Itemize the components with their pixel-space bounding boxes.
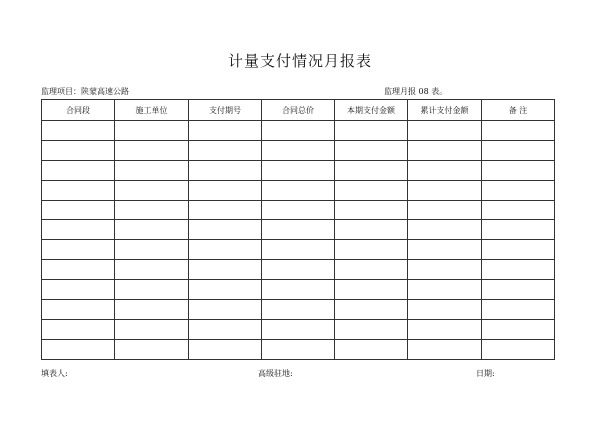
table-cell	[189, 220, 262, 240]
table-cell	[335, 121, 408, 141]
table-row	[42, 339, 555, 359]
table-cell	[115, 200, 189, 220]
table-cell	[482, 339, 555, 359]
table-cell	[42, 339, 115, 359]
column-header-contractor: 施工单位	[115, 100, 189, 121]
table-cell	[115, 160, 189, 180]
table-row	[42, 240, 555, 260]
table-cell	[408, 319, 482, 339]
table-cell	[408, 140, 482, 160]
table-cell	[262, 220, 335, 240]
table-cell	[115, 220, 189, 240]
table-cell	[335, 220, 408, 240]
report-number: 监理月报 08 表。	[384, 87, 448, 96]
table-cell	[482, 160, 555, 180]
page-title: 计量支付情况月报表	[227, 52, 372, 70]
table-cell	[408, 121, 482, 141]
table-cell	[482, 260, 555, 280]
table-cell	[262, 300, 335, 320]
table-cell	[115, 240, 189, 260]
table-cell	[189, 240, 262, 260]
table-cell	[262, 280, 335, 300]
table-cell	[335, 300, 408, 320]
table-row	[42, 300, 555, 320]
table-cell	[115, 180, 189, 200]
table-cell	[42, 260, 115, 280]
table-row	[42, 180, 555, 200]
table-cell	[42, 140, 115, 160]
table-cell	[482, 319, 555, 339]
table-cell	[262, 319, 335, 339]
payment-table	[41, 99, 555, 360]
table-cell	[42, 220, 115, 240]
table-cell	[335, 240, 408, 260]
table-row	[42, 260, 555, 280]
table-cell	[262, 121, 335, 141]
table-cell	[189, 319, 262, 339]
table-cell	[189, 121, 262, 141]
column-header-contract-section: 合同段	[42, 100, 115, 121]
table-cell	[42, 180, 115, 200]
table-row	[42, 319, 555, 339]
table-cell	[482, 220, 555, 240]
table-cell	[408, 300, 482, 320]
table-cell	[482, 280, 555, 300]
column-header-current-payment: 本期支付金额	[335, 100, 408, 121]
table-cell	[482, 300, 555, 320]
table-cell	[262, 339, 335, 359]
table-cell	[115, 319, 189, 339]
table-cell	[335, 280, 408, 300]
table-cell	[42, 200, 115, 220]
table-row	[42, 140, 555, 160]
table-cell	[189, 260, 262, 280]
table-row	[42, 200, 555, 220]
table-cell	[189, 300, 262, 320]
table-cell	[42, 160, 115, 180]
preparer-label: 填表人:	[41, 369, 68, 378]
table-cell	[262, 180, 335, 200]
table-row	[42, 160, 555, 180]
table-cell	[408, 220, 482, 240]
table-cell	[482, 200, 555, 220]
resident-office-label: 高级驻地:	[258, 369, 293, 378]
table-cell	[335, 260, 408, 280]
column-header-payment-period: 支付期号	[189, 100, 262, 121]
table-cell	[408, 280, 482, 300]
table-cell	[42, 240, 115, 260]
table-cell	[335, 319, 408, 339]
table-cell	[482, 180, 555, 200]
table-cell	[189, 160, 262, 180]
table-row	[42, 280, 555, 300]
table-cell	[482, 121, 555, 141]
column-header-contract-total: 合同总价	[262, 100, 335, 121]
table-cell	[115, 339, 189, 359]
table-cell	[115, 260, 189, 280]
table-cell	[262, 260, 335, 280]
table-cell	[42, 300, 115, 320]
table-cell	[189, 280, 262, 300]
table-cell	[335, 160, 408, 180]
table-cell	[335, 180, 408, 200]
table-cell	[115, 300, 189, 320]
table-cell	[42, 319, 115, 339]
table-cell	[115, 280, 189, 300]
table-cell	[408, 260, 482, 280]
project-label: 监理项目：陕蒙高速公路	[41, 87, 129, 96]
table-cell	[408, 180, 482, 200]
table-cell	[482, 140, 555, 160]
table-body	[42, 121, 555, 360]
table-cell	[408, 200, 482, 220]
table-cell	[408, 240, 482, 260]
table-cell	[335, 200, 408, 220]
table-cell	[262, 240, 335, 260]
date-label: 日期:	[476, 369, 495, 378]
table-cell	[335, 140, 408, 160]
table-cell	[42, 280, 115, 300]
table-cell	[189, 339, 262, 359]
table-header-row	[42, 100, 555, 121]
table-cell	[262, 200, 335, 220]
table-cell	[42, 121, 115, 141]
table-cell	[115, 140, 189, 160]
table-cell	[115, 121, 189, 141]
table-cell	[189, 140, 262, 160]
table-cell	[262, 160, 335, 180]
table-row	[42, 121, 555, 141]
table-cell	[189, 200, 262, 220]
table-row	[42, 220, 555, 240]
column-header-remarks: 备 注	[482, 100, 555, 121]
table-cell	[262, 140, 335, 160]
table-cell	[335, 339, 408, 359]
table-cell	[408, 160, 482, 180]
column-header-cumulative-payment: 累计支付金额	[408, 100, 482, 121]
table-cell	[482, 240, 555, 260]
table-cell	[189, 180, 262, 200]
table-cell	[408, 339, 482, 359]
